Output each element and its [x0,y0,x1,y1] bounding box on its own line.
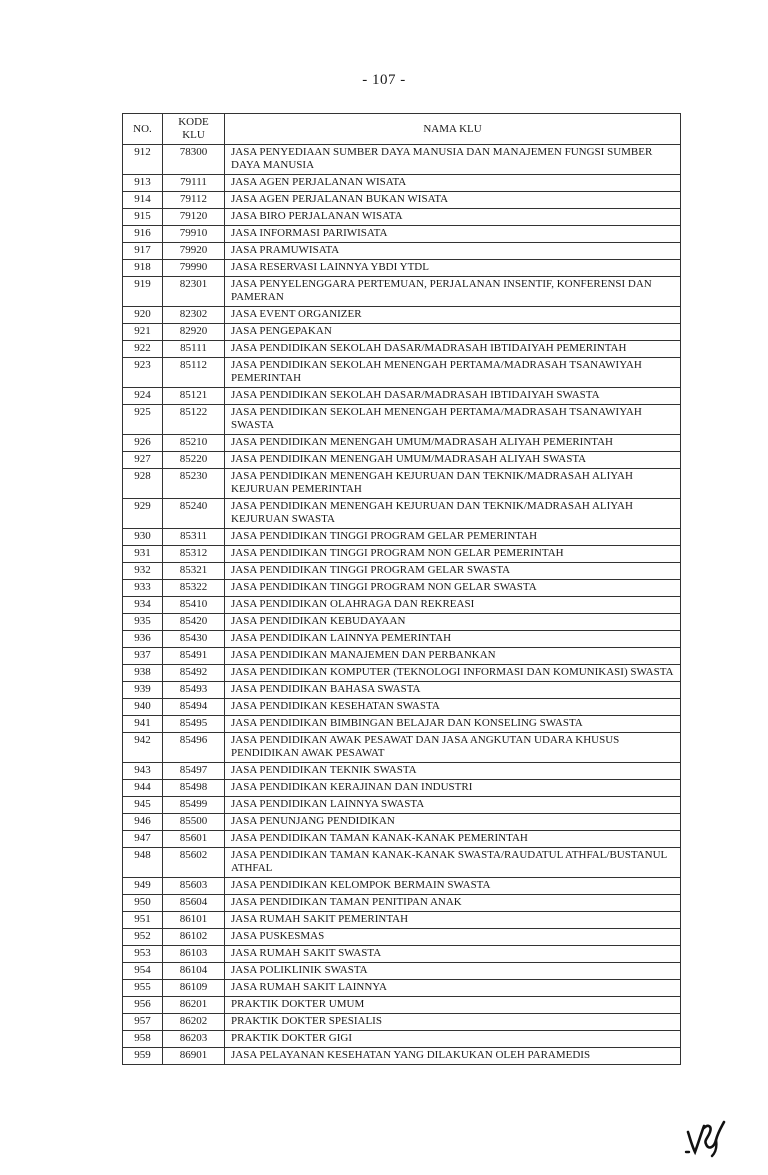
row-nama-klu: JASA PENDIDIKAN TAMAN PENITIPAN ANAK [225,895,681,912]
row-no: 915 [123,209,163,226]
row-no: 942 [123,733,163,763]
table-row [123,631,681,648]
row-no: 924 [123,388,163,405]
row-kode-klu: 85430 [163,631,225,648]
table-row [123,997,681,1014]
row-no: 941 [123,716,163,733]
page-number: - 107 - [362,72,406,88]
row-nama-klu: PRAKTIK DOKTER GIGI [225,1031,681,1048]
table-row [123,648,681,665]
row-no: 939 [123,682,163,699]
row-nama-klu: JASA PENYELENGGARA PERTEMUAN, PERJALANAN INSENTIF, KONFERENSI DAN PAMERAN [225,277,681,307]
row-nama-klu: JASA PENDIDIKAN TAMAN KANAK-KANAK SWASTA/RAUDATUL ATHFAL/BUSTANUL ATHFAL [225,848,681,878]
row-kode-klu: 86203 [163,1031,225,1048]
table-row [123,529,681,546]
row-no: 925 [123,405,163,435]
row-kode-klu: 85420 [163,614,225,631]
table-row [123,435,681,452]
row-kode-klu: 85604 [163,895,225,912]
row-no: 918 [123,260,163,277]
row-kode-klu: 85111 [163,341,225,358]
table-row [123,499,681,529]
row-nama-klu: JASA RUMAH SAKIT LAINNYA [225,980,681,997]
row-kode-klu: 86102 [163,929,225,946]
row-no: 937 [123,648,163,665]
row-nama-klu: JASA PELAYANAN KESEHATAN YANG DILAKUKAN OLEH PARAMEDIS [225,1048,681,1065]
row-kode-klu: 85312 [163,546,225,563]
row-no: 935 [123,614,163,631]
row-nama-klu: JASA PENDIDIKAN KEBUDAYAAN [225,614,681,631]
row-nama-klu: JASA EVENT ORGANIZER [225,307,681,324]
row-nama-klu: JASA PENDIDIKAN KESEHATAN SWASTA [225,699,681,716]
row-kode-klu: 85603 [163,878,225,895]
row-nama-klu: JASA INFORMASI PARIWISATA [225,226,681,243]
row-nama-klu: JASA PENDIDIKAN SEKOLAH DASAR/MADRASAH IBTIDAIYAH SWASTA [225,388,681,405]
klu-table-body [123,145,681,1065]
row-no: 917 [123,243,163,260]
row-kode-klu: 85497 [163,763,225,780]
row-no: 921 [123,324,163,341]
table-row [123,1031,681,1048]
row-kode-klu: 85498 [163,780,225,797]
row-nama-klu: PRAKTIK DOKTER UMUM [225,997,681,1014]
row-nama-klu: JASA PENDIDIKAN BAHASA SWASTA [225,682,681,699]
row-no: 952 [123,929,163,946]
table-row [123,895,681,912]
row-nama-klu: JASA PENGEPAKAN [225,324,681,341]
table-row [123,452,681,469]
row-kode-klu: 82920 [163,324,225,341]
table-row [123,226,681,243]
table-row [123,324,681,341]
row-nama-klu: JASA PENDIDIKAN OLAHRAGA DAN REKREASI [225,597,681,614]
row-nama-klu: JASA AGEN PERJALANAN WISATA [225,175,681,192]
row-no: 922 [123,341,163,358]
row-nama-klu: JASA AGEN PERJALANAN BUKAN WISATA [225,192,681,209]
table-row [123,243,681,260]
row-no: 945 [123,797,163,814]
row-no: 953 [123,946,163,963]
row-nama-klu: JASA RESERVASI LAINNYA YBDI YTDL [225,260,681,277]
table-row [123,307,681,324]
table-row [123,682,681,699]
table-row [123,546,681,563]
row-kode-klu: 86901 [163,1048,225,1065]
table-row [123,878,681,895]
row-no: 930 [123,529,163,546]
table-row [123,260,681,277]
row-nama-klu: JASA PENUNJANG PENDIDIKAN [225,814,681,831]
row-no: 957 [123,1014,163,1031]
row-no: 943 [123,763,163,780]
row-no: 928 [123,469,163,499]
row-no: 931 [123,546,163,563]
row-kode-klu: 85220 [163,452,225,469]
row-kode-klu: 85499 [163,797,225,814]
row-no: 913 [123,175,163,192]
row-nama-klu: JASA PENDIDIKAN MENENGAH KEJURUAN DAN TEKNIK/MADRASAH ALIYAH KEJURUAN SWASTA [225,499,681,529]
row-kode-klu: 85495 [163,716,225,733]
row-nama-klu: JASA PENDIDIKAN MANAJEMEN DAN PERBANKAN [225,648,681,665]
table-row [123,780,681,797]
header-no: NO. [123,114,163,145]
row-kode-klu: 79910 [163,226,225,243]
row-kode-klu: 85230 [163,469,225,499]
row-nama-klu: JASA PENDIDIKAN MENENGAH KEJURUAN DAN TEKNIK/MADRASAH ALIYAH KEJURUAN PEMERINTAH [225,469,681,499]
table-row [123,563,681,580]
row-nama-klu: JASA RUMAH SAKIT SWASTA [225,946,681,963]
row-kode-klu: 85410 [163,597,225,614]
table-row [123,175,681,192]
table-row [123,597,681,614]
table-row [123,580,681,597]
row-nama-klu: JASA PENYEDIAAN SUMBER DAYA MANUSIA DAN MANAJEMEN FUNGSI SUMBER DAYA MANUSIA [225,145,681,175]
table-row [123,469,681,499]
row-no: 929 [123,499,163,529]
row-kode-klu: 86103 [163,946,225,963]
row-no: 951 [123,912,163,929]
row-kode-klu: 82302 [163,307,225,324]
row-no: 956 [123,997,163,1014]
table-row [123,980,681,997]
row-kode-klu: 85112 [163,358,225,388]
table-row [123,405,681,435]
row-no: 946 [123,814,163,831]
row-no: 959 [123,1048,163,1065]
row-no: 949 [123,878,163,895]
table-row [123,963,681,980]
row-no: 926 [123,435,163,452]
row-nama-klu: PRAKTIK DOKTER SPESIALIS [225,1014,681,1031]
row-nama-klu: JASA PENDIDIKAN LAINNYA PEMERINTAH [225,631,681,648]
table-row [123,699,681,716]
table-row [123,797,681,814]
row-kode-klu: 85210 [163,435,225,452]
row-kode-klu: 85494 [163,699,225,716]
table-row [123,388,681,405]
header-nama-klu: NAMA KLU [225,114,681,145]
row-no: 940 [123,699,163,716]
row-kode-klu: 86109 [163,980,225,997]
row-kode-klu: 85491 [163,648,225,665]
row-no: 920 [123,307,163,324]
row-no: 934 [123,597,163,614]
row-kode-klu: 79120 [163,209,225,226]
row-kode-klu: 85240 [163,499,225,529]
row-no: 936 [123,631,163,648]
row-nama-klu: JASA POLIKLINIK SWASTA [225,963,681,980]
table-row [123,209,681,226]
row-no: 916 [123,226,163,243]
table-row [123,848,681,878]
row-no: 938 [123,665,163,682]
table-row [123,831,681,848]
row-kode-klu: 85321 [163,563,225,580]
row-kode-klu: 85493 [163,682,225,699]
row-kode-klu: 85492 [163,665,225,682]
row-kode-klu: 79920 [163,243,225,260]
table-row [123,277,681,307]
table-row [123,946,681,963]
header-kode-klu: KODE KLU [163,114,225,145]
table-row [123,192,681,209]
row-nama-klu: JASA PENDIDIKAN KELOMPOK BERMAIN SWASTA [225,878,681,895]
klu-table [122,113,681,1065]
table-row [123,665,681,682]
row-no: 919 [123,277,163,307]
row-nama-klu: JASA PENDIDIKAN TEKNIK SWASTA [225,763,681,780]
table-row [123,716,681,733]
row-nama-klu: JASA PENDIDIKAN MENENGAH UMUM/MADRASAH ALIYAH SWASTA [225,452,681,469]
row-nama-klu: JASA RUMAH SAKIT PEMERINTAH [225,912,681,929]
row-kode-klu: 85496 [163,733,225,763]
table-row [123,929,681,946]
row-no: 932 [123,563,163,580]
row-no: 947 [123,831,163,848]
row-nama-klu: JASA PENDIDIKAN LAINNYA SWASTA [225,797,681,814]
row-no: 948 [123,848,163,878]
row-kode-klu: 78300 [163,145,225,175]
row-kode-klu: 82301 [163,277,225,307]
row-kode-klu: 86101 [163,912,225,929]
row-kode-klu: 86201 [163,997,225,1014]
row-nama-klu: JASA PUSKESMAS [225,929,681,946]
row-nama-klu: JASA PENDIDIKAN KERAJINAN DAN INDUSTRI [225,780,681,797]
row-no: 944 [123,780,163,797]
table-header-row [123,114,681,145]
row-nama-klu: JASA PENDIDIKAN KOMPUTER (TEKNOLOGI INFORMASI DAN KOMUNIKASI) SWASTA [225,665,681,682]
row-nama-klu: JASA BIRO PERJALANAN WISATA [225,209,681,226]
table-row [123,912,681,929]
row-kode-klu: 85322 [163,580,225,597]
row-nama-klu: JASA PENDIDIKAN SEKOLAH MENENGAH PERTAMA/MADRASAH TSANAWIYAH PEMERINTAH [225,358,681,388]
row-kode-klu: 85601 [163,831,225,848]
row-no: 912 [123,145,163,175]
row-kode-klu: 79990 [163,260,225,277]
row-nama-klu: JASA PENDIDIKAN TAMAN KANAK-KANAK PEMERINTAH [225,831,681,848]
table-row [123,763,681,780]
row-no: 958 [123,1031,163,1048]
row-nama-klu: JASA PENDIDIKAN SEKOLAH DASAR/MADRASAH IBTIDAIYAH PEMERINTAH [225,341,681,358]
table-row [123,614,681,631]
row-no: 923 [123,358,163,388]
row-no: 954 [123,963,163,980]
row-kode-klu: 85602 [163,848,225,878]
row-no: 950 [123,895,163,912]
row-kode-klu: 79111 [163,175,225,192]
row-no: 914 [123,192,163,209]
row-no: 933 [123,580,163,597]
row-nama-klu: JASA PENDIDIKAN TINGGI PROGRAM NON GELAR PEMERINTAH [225,546,681,563]
row-no: 955 [123,980,163,997]
row-nama-klu: JASA PENDIDIKAN SEKOLAH MENENGAH PERTAMA/MADRASAH TSANAWIYAH SWASTA [225,405,681,435]
signature-mark [682,1112,730,1160]
row-kode-klu: 86104 [163,963,225,980]
table-row [123,733,681,763]
row-nama-klu: JASA PENDIDIKAN TINGGI PROGRAM NON GELAR SWASTA [225,580,681,597]
row-nama-klu: JASA PENDIDIKAN AWAK PESAWAT DAN JASA ANGKUTAN UDARA KHUSUS PENDIDIKAN AWAK PESAWAT [225,733,681,763]
row-nama-klu: JASA PENDIDIKAN BIMBINGAN BELAJAR DAN KONSELING SWASTA [225,716,681,733]
row-nama-klu: JASA PENDIDIKAN TINGGI PROGRAM GELAR SWASTA [225,563,681,580]
row-kode-klu: 79112 [163,192,225,209]
row-kode-klu: 86202 [163,1014,225,1031]
table-row [123,814,681,831]
table-row [123,1048,681,1065]
row-nama-klu: JASA PRAMUWISATA [225,243,681,260]
row-kode-klu: 85500 [163,814,225,831]
row-nama-klu: JASA PENDIDIKAN MENENGAH UMUM/MADRASAH ALIYAH PEMERINTAH [225,435,681,452]
table-row [123,1014,681,1031]
table-row [123,145,681,175]
row-kode-klu: 85122 [163,405,225,435]
table-row [123,358,681,388]
row-no: 927 [123,452,163,469]
row-nama-klu: JASA PENDIDIKAN TINGGI PROGRAM GELAR PEMERINTAH [225,529,681,546]
row-kode-klu: 85121 [163,388,225,405]
row-kode-klu: 85311 [163,529,225,546]
table-row [123,341,681,358]
